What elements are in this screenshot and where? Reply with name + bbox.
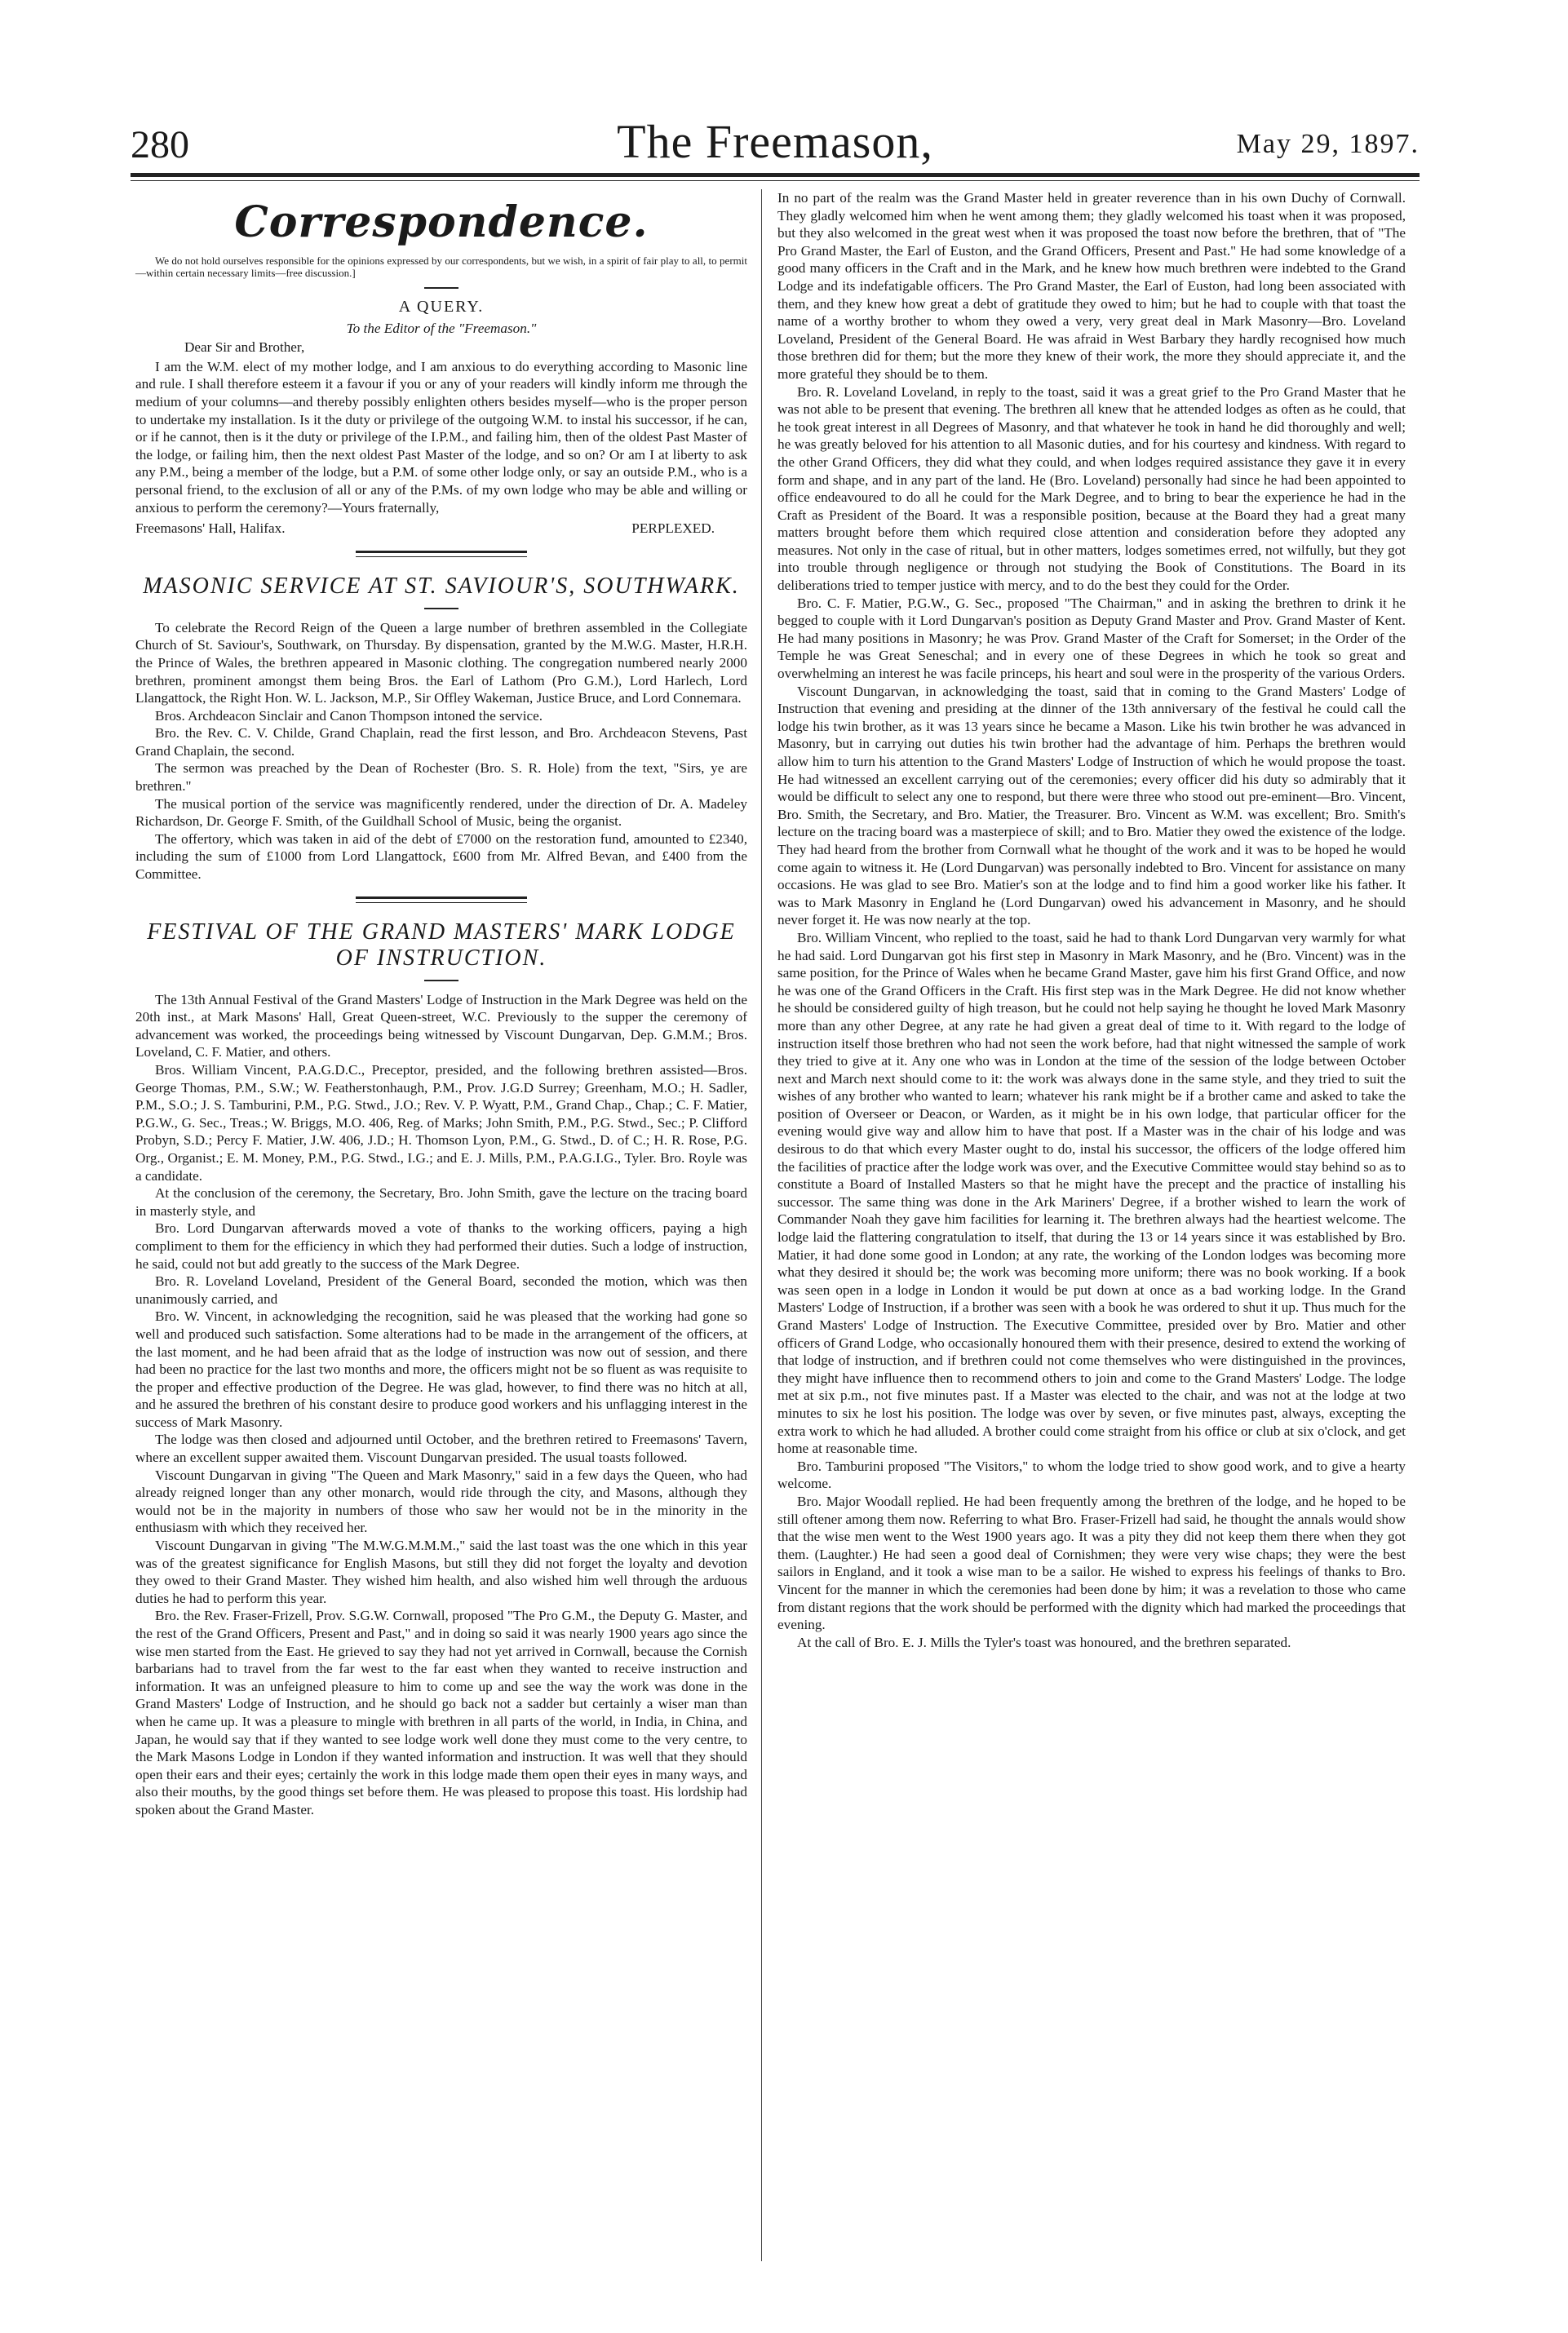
article-paragraph: Viscount Dungarvan, in acknowledging the toast, said that in coming to the Grand Masters' Lodge of Instruction that evening and presiding at the dinner of the 13th anniversary of the festival he could call the lodge his twin brother, as it was 13 years since he became a Mason. Like his twin brother he was advanced in Masonry, but in carrying out duties his twin brother had the advantage of him. Perhaps the brethren would allow him to turn his attention to the Grand Masters' Lodge of Instruction of which he would propose the toast. He had witnessed an excellent carrying out of the ceremonies; every officer did his duty so admirably that it would be difficult to select any one to respond, but there were three who stood out pre-eminent—Bro. Vincent, Bro. Smith, the Secretary, and Bro. Matier, the Treasurer. Bro. Vincent as W.M. was excellent; Bro. Smith's lecture on the tracing board was a masterpiece of skill; and to Bro. Matier they owed the existence of the lodge. They had heard from the brother from Cornwall what he thought of the work and it was to be hoped he would come again to witness it. He (Lord Dungarvan) was personally indebted to Bro. Vincent for assistance on many occasions. He was glad to see Bro. Matier's son at the lodge and to find him a good worker like his father. It was to Mark Masonry in England he (Lord Dungarvan) owed his advancement in Masonry, and he should never forget it. He was now nearly at the top. — [777, 683, 1406, 928]
issue-date: May 29, 1897. — [1236, 129, 1420, 159]
right-column — [777, 189, 1406, 1651]
article-paragraph: Bro. Tamburini proposed "The Visitors," to whom the lodge tried to show good work, and to give a hearty welcome. — [777, 1458, 1406, 1492]
left-column — [135, 189, 747, 1819]
article-paragraph: At the conclusion of the ceremony, the Secretary, Bro. John Smith, gave the lecture on the tracing board in masterly style, and — [135, 1185, 747, 1219]
article-paragraph: Bro. W. Vincent, in acknowledging the recognition, said he was pleased that the working had gone so well and produced such satisfaction. Some alterations had to be made in the arrangement of the officers, at the last moment, and he had been afraid that as the lodge of instruction was now out of session, and there had been no practice for the last two months and more, the officers might not be so fluent as was requisite to the proper and effective production of the Degree. He was glad, however, to find there was no hitch at all, and he assured the brethren of his constant desire to produce good workers and his unflagging interest in the success of Mark Masonry. — [135, 1308, 747, 1430]
section-rule — [424, 608, 458, 609]
article-paragraph: Viscount Dungarvan in giving "The Queen and Mark Masonry," said in a few days the Queen, who had already reigned longer than any other monarch, would ride through the city, and Masons, although they would not be in the majority in numbers of those who saw her would not be in the minority in the enthusiasm with which they received her. — [135, 1467, 747, 1536]
letter-body: I am the W.M. elect of my mother lodge, and I am anxious to do everything according to Masonic line and rule. I shall therefore esteem it a favour if you or any of your readers will kindly inform me through the medium of your columns—and thereby possibly enlighten others besides myself—who is the proper person to undertake my installation. Is it the duty or privilege of the outgoing W.M. to instal his successor, if he can, or if he cannot, then is it the duty or privilege of the I.P.M., and failing him, then of the oldest Past Master of the lodge, or failing him, then the next oldest Past Master of the lodge, and so on? Or am I at liberty to ask any P.M., being a member of the lodge, but a P.M. of some other lodge only, or say an outside P.M., who is a personal friend, to the exclusion of all or any of the P.Ms. of my own lodge who may be able and willing or anxious to perform the ceremony?—Yours fraternally, — [135, 358, 747, 516]
article-paragraph: The offertory, which was taken in aid of the debt of £7000 on the restoration fund, amounted to £2340, including the sum of £1000 from Lord Llangattock, £600 from Mr. Alfred Bevan, and £400 from the Committee. — [135, 830, 747, 883]
letter-place: Freemasons' Hall, Halifax. — [135, 520, 286, 537]
article-paragraph: The musical portion of the service was magnificently rendered, under the direction of Dr. A. Madeley Richardson, Dr. George F. Smith, of the Guildhall School of Music, being the organist. — [135, 795, 747, 830]
letter-signature — [135, 520, 715, 538]
article-paragraph: To celebrate the Record Reign of the Queen a large number of brethren assembled in the Collegiate Church of St. Saviour's, Southwark, on Thursday. By dispensation, granted by the M.W.G. Master, H.R.H. the Prince of Wales, the brethren appeared in Masonic clothing. The congregation numbered nearly 2000 brethren, prominent amongst them being Bros. the Earl of Lathom (Pro G.M.), Lord Harlech, Lord Llangattock, the Right Hon. W. L. Jackson, M.P., Sir Offley Wakeman, Justice Bruce, and Lord Connemara. — [135, 619, 747, 706]
article-paragraph: Bro. Lord Dungarvan afterwards moved a vote of thanks to the working officers, paying a high compliment to them for the efficiency in which they had performed their duties. Such a lodge of instruction, he said, could not but add greatly to the success of the Mark Degree. — [135, 1220, 747, 1272]
article-paragraph: Bro. R. Loveland Loveland, in reply to the toast, said it was a great grief to the Pro Grand Master that he was not able to be present that evening. The brethren all knew that he attended lodges as often as he could, that he took great interest in all Degrees of Masonry, and that whatever he took in hand he did thoroughly and well; he was greatly beloved for his attention to all Masonic duties, and for his courtesy and kindness. With regard to the other Grand Officers, they did what they could, and when lodges required assistance they gave it in every form and shape, and in any part of the land. He (Bro. Loveland) personally had since he had been appointed to office endeavoured to do all he could for the Mark Degree, and to bring to bear the experience he had in the Craft as President of the Board. It was a responsible position, because at the Board they had a great many matters brought before them which required close attention and consideration before they adopted any measures. Not only in the case of ritual, but in other matters, lodges sometimes erred, not wilfully, but they got into trouble through negligence or through not studying the Book of Constitutions. The Board in its deliberations tried to temper justice with mercy, and to do the best they could for the Order. — [777, 383, 1406, 594]
query-title: A QUERY. — [398, 298, 485, 316]
article-paragraph: Bro. the Rev. Fraser-Frizell, Prov. S.G.W. Cornwall, proposed "The Pro G.M., the Deputy G. Master, and the rest of the Grand Officers, Present and Past," and in doing so said it was nearly 1900 years ago since the wise men started from the East. He grieved to say they had not yet arrived in Cornwall, because the Cornish barbarians had to travel from the far west to the far east when they wanted to receive instruction and information. It was an unfeigned pleasure to him to come up and see the way the work was done in the Grand Masters' Lodge of Instruction, and he should go back not a sadder but certainly a wiser man than when he came up. It was a pleasure to mingle with brethren in all parts of the world, in India, in China, and Japan, he would say that if they wanted to see lodge work well done they must come to the very centre, to the Mark Masons Lodge in London if they wanted information and instruction. It was well that they should open their ears and their eyes; certainly the work in this lodge made them open their eyes in many ways, and also their mouths, by the good things set before them. He was pleased to propose this toast. His lordship had spoken about the Grand Master. — [135, 1608, 747, 1817]
article-paragraph: Bro. C. F. Matier, P.G.W., G. Sec., proposed "The Chairman," and in asking the brethren to drink it he begged to couple with it Lord Dungarvan's position as Deputy Grand Master and Prov. Grand Master of Kent. He had many positions in Masonry; he was Prov. Grand Master of the Craft for Somerset; in the Order of the Temple he was Great Seneschal; and in every one of these Degrees in which he took so great and overwhelming an interest he was facile princeps, his heart and soul were in the prosperity of the various Orders. — [777, 595, 1406, 682]
article-paragraph: Bros. Archdeacon Sinclair and Canon Thompson intoned the service. — [155, 707, 543, 724]
article-paragraph: Bros. William Vincent, P.A.G.D.C., Preceptor, presided, and the following brethren assisted—Bros. George Thomas, P.M., S.W.; W. Featherstonhaugh, P.M., Prov. J.G.D Surrey; Greenham, M.O.; H. Sadler, P.M., S.O.; J. S. Tamburini, P.M., P.G. Stwd., J.O.; Rev. V. P. Wyatt, P.M., Grand Chap., Chap.; C. F. Matier, P.G.W., G. Sec., Treas.; W. Briggs, M.O. 406, Reg. of Marks; John Smith, P.M., P.G. Stwd., Sec.; P. Clifford Probyn, S.D.; Percy F. Matier, J.W. 406, J.D.; H. Thomson Lyon, P.M., G. Stwd., D. of C.; H. R. Rose, P.G. Org., Organist.; E. M. Money, P.M., P.G. Stwd., I.G.; and E. J. Mills, P.M., P.A.G.I.G., Tyler. Bro. Royle was a candidate. — [135, 1062, 747, 1184]
article-paragraph: The 13th Annual Festival of the Grand Masters' Lodge of Instruction in the Mark Degree was held on the 20th inst., at Mark Masons' Hall, Great Queen-street, W.C. Previously to the supper the ceremony of advancement was worked, the proceedings being witnessed by Viscount Dungarvan, Dep. G.M.M.; Bros. Loveland, C. F. Matier, and others. — [135, 991, 747, 1060]
article-paragraph: Bro. R. Loveland Loveland, President of the General Board, seconded the motion, which was then unanimously carried, and — [135, 1273, 747, 1307]
masthead-rule-thin — [131, 180, 1420, 181]
column-divider — [761, 189, 762, 2261]
publication-title: The Freemason, — [617, 115, 933, 168]
article-paragraph: The sermon was preached by the Dean of Rochester (Bro. S. R. Hole) from the text, "Sirs, ye are brethren." — [135, 760, 747, 795]
page-number: 280 — [131, 123, 189, 166]
article-paragraph: Bro. William Vincent, who replied to the toast, said he had to thank Lord Dungarvan very warmly for what he had said. Lord Dungarvan got his first step in Masonry in Mark Masonry, and he (Bro. Vincent) was in the same position, for the Prince of Wales when he became Grand Master, gave him his first Grand Office, and now he was one of the Grand Officers in the Craft. His first step was in the Mark Degree. He did not know whether he should be considered guilty of high treason, but he could not help saying he thought he loved Mark Masonry more than any other Degree, at any rate he had given a great deal of time to it. With regard to the lodge of instruction itself those brethren who had not seen the work before, had that night witnessed the sample of work they tried to give at it. Any one who was in London at the time of the session of the lodge between October next and March next should come to it: the work was always done in the same style, and they tried to suit the wishes of any brother who wanted to learn; whatever his rank might be if a brother came and asked to take the position of Overseer or Deacon, or Warden, as it might be in his own lodge, that particular officer for the evening would give way and allow him to have that post. If a Master was in the chair of his lodge and was desirous to do that which every Master ought to do, instal his successor, the officers of the lodge offered him the facilities of practice after the lodge work was over, and the Executive Committee would stay behind so as to constitute a Board of Installed Masters so that he might have the precept and the practice of installing his successor. The same thing was done in the Ark Mariners' Degree, if a brother wished to learn the work of Commander Noah they gave him facilities for learning it. The brethren always had the heartiest welcome. The lodge laid the flattering congratulation to itself, that during the 13 or 14 years since it was established by Bro. Matier, it had done some good in London; at any rate, the working of the London lodges was becoming more what they desired it should be; the work was becoming more uniform; there was no book working. If a book was seen open in a lodge in London it would be put down at once as a bad working lodge. In the Grand Masters' Lodge of Instruction, if a brother was seen with a book he was ordered to shut it up. Thus much for the Grand Masters' Lodge of Instruction. The Executive Committee, presided over by Bro. Matier and other officers of Grand Lodge, who occasionally honoured them with their presence, desired to extend the working of that lodge of instruction, and if brethren could not come themselves who were distinguished in the provinces, they might have influence then to recommend others to join and come to the Grand Masters' Lodge. The lodge met at six p.m., not five minutes past. If a Master was elected to the chair, and was not at the lodge at two minutes to six he lost his position. The lodge was over by seven, or five minutes past, always, excepting the extra work to which he had alluded. A brother could come straight from his office or club at six o'clock, and get home at reasonable time. — [777, 929, 1406, 1457]
article-paragraph: In no part of the realm was the Grand Master held in greater reverence than in his own Duchy of Cornwall. They gladly welcomed him when he went among them; they gladly welcomed his toast when it was proposed, but they also welcomed in the great west when it was proposed the toast now before the brethren, that of "The Pro Grand Master, the Earl of Euston, and the Grand Officers, Present and Past." He had some knowledge of a good many officers in the Craft and in the Mark, and he knew how much brethren were indebted to the Grand Lodge and its indefatigable officers. The Pro Grand Master, the Earl of Euston, had long been associated with them, and they knew how great a debt of gratitude they owed to him; but he had to couple with that toast the name of a worthy brother to whom they owed a very, very great deal in Mark Masonry—Bro. Loveland Loveland, President of the General Board. He was afraid in West Barbary they hardly recognised how much those brethren did for them; but the more they knew of their work, the more they should appreciate it, and the more grateful they should be to them. — [777, 190, 1406, 382]
letter-addressee: To the Editor of the "Freemason." — [346, 320, 537, 336]
letter-salutation: Dear Sir and Brother, — [184, 339, 305, 356]
article-paragraph: Viscount Dungarvan in giving "The M.W.G.M.M.M.," said the last toast was the one which in this year was of the greatest significance for English Masons, but still they did not forget the loyalty and devotion they owed to their Grand Master. They wished him health, and also wished him well through the arduous duties he had to perform this year. — [135, 1538, 747, 1606]
masthead-rule — [131, 173, 1420, 177]
section-rule — [424, 287, 458, 289]
correspondence-heading: Correspondence. — [234, 197, 649, 247]
article-paragraph: The lodge was then closed and adjourned until October, and the brethren retired to Freemasons' Tavern, where an excellent supper awaited them. Viscount Dungarvan presided. The usual toasts followed. — [135, 1432, 747, 1466]
section-divider — [356, 551, 527, 557]
article-paragraph: At the call of Bro. E. J. Mills the Tyler's toast was honoured, and the brethren separated. — [797, 1634, 1291, 1650]
editorial-disclaimer: We do not hold ourselves responsible for the opinions expressed by our correspondents, but we wish, in a spirit of fair play to all, to permit—within certain necessary limits—free discussion.] — [135, 255, 747, 279]
article-paragraph: Bro. Major Woodall replied. He had been frequently among the brethren of the lodge, and he hoped to be still oftener among them now. Referring to what Bro. Fraser-Frizell had said, he thought the annals would show that the wise men went to the West 1900 years ago. It was a pity they did not keep them there when they got them. (Laughter.) He had seen a good deal of Cornishmen; they were very wise chaps; they were the best sailors in England, and it took a wise man to be a sailor. He wished to express his feelings of thanks to Bro. Vincent for the manner in which the ceremonies had been done by him; it was a revelation to those who came from distant regions that the work should be performed with the dignity which had marked the proceedings that evening. — [777, 1493, 1406, 1633]
letter-signatory: PERPLEXED. — [631, 520, 715, 537]
festival-heading: FESTIVAL OF THE GRAND MASTERS' MARK LODGE OF INSTRUCTION. — [147, 919, 736, 971]
masthead — [131, 114, 1420, 171]
masonic-service-heading: MASONIC SERVICE AT ST. SAVIOUR'S, SOUTHWARK. — [143, 573, 740, 599]
section-divider — [356, 896, 527, 903]
article-paragraph: Bro. the Rev. C. V. Childe, Grand Chaplain, read the first lesson, and Bro. Archdeacon Stevens, Past Grand Chaplain, the second. — [135, 725, 747, 759]
section-rule — [424, 980, 458, 981]
